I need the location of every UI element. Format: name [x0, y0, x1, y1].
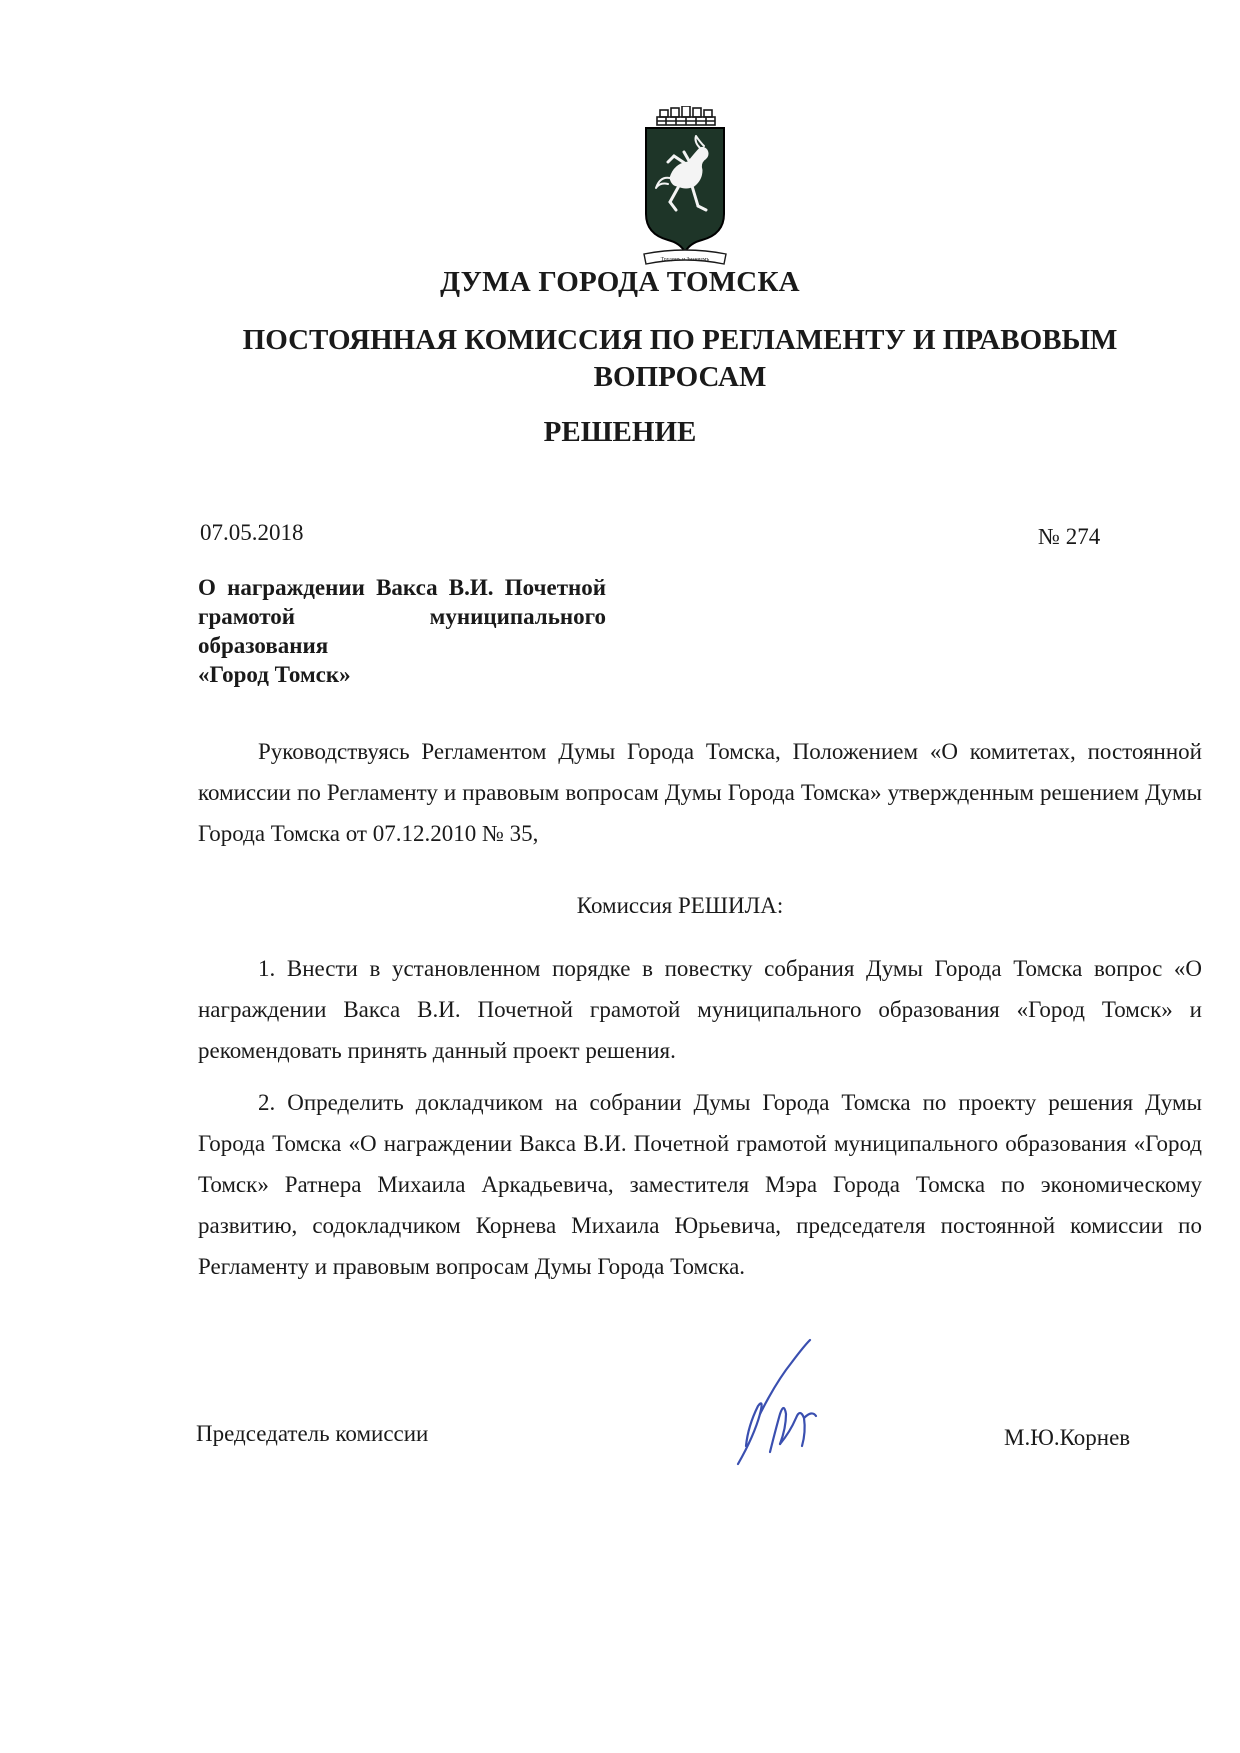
- motto-ribbon-icon: [644, 250, 726, 264]
- handwritten-signature: [720, 1336, 870, 1476]
- svg-text:Трудомъ и Знаниемъ: Трудомъ и Знаниемъ: [660, 256, 710, 263]
- document-date: 07.05.2018: [200, 520, 304, 545]
- commission-title: ПОСТОЯННАЯ КОМИССИЯ ПО РЕГЛАМЕНТУ И ПРАВОВЫМ ВОПРОСАМ: [242, 324, 1118, 393]
- subject-line-2: «Город Томск»: [198, 662, 351, 687]
- shield-icon: [646, 128, 724, 252]
- decision-item-2: 2. Определить докладчиком на собрании Думы Города Томска по проекту решения Думы Города Томска «О награждении Вакса В.И. Почетной грамотой муниципального образования «Город Томск» Ратнера Михаила Аркадьевича, заместителя Мэра Города Томска по экономическому развитию, содокладчиком Корнева Михаила Юрьевича, председателя постоянной комиссии по Регламенту и правовым вопросам Думы Города Томска.: [198, 1090, 1202, 1279]
- document-number: № 274: [1038, 524, 1101, 549]
- document-type: РЕШЕНИЕ: [543, 416, 697, 448]
- decision-item-1: 1. Внести в установленном порядке в повестку собрания Думы Города Томска вопрос «О награждении Вакса В.И. Почетной грамотой муниципального образования «Город Томск» и рекомендовать принять данный проект решения.: [198, 956, 1202, 1063]
- decided-heading: Комиссия РЕШИЛА:: [576, 893, 784, 918]
- signatory-name: М.Ю.Корнев: [1004, 1425, 1131, 1450]
- subject-line-1: О награждении Вакса В.И. Почетной грамотой муниципального образования: [198, 575, 606, 658]
- tomsk-coat-of-arms-emblem: [640, 106, 730, 268]
- intro-paragraph: Руководствуясь Регламентом Думы Города Томска, Положением «О комитетах, постоянной комиссии по Регламенту и правовым вопросам Думы Города Томска» утвержденным решением Думы Города Томска от 07.12.2010 № 35,: [198, 739, 1202, 846]
- organization-title: ДУМА ГОРОДА ТОМСКА: [440, 266, 800, 298]
- signatory-title: Председатель комиссии: [196, 1421, 429, 1446]
- mural-crown-icon: [657, 106, 715, 125]
- decision-subject: [198, 573, 606, 689]
